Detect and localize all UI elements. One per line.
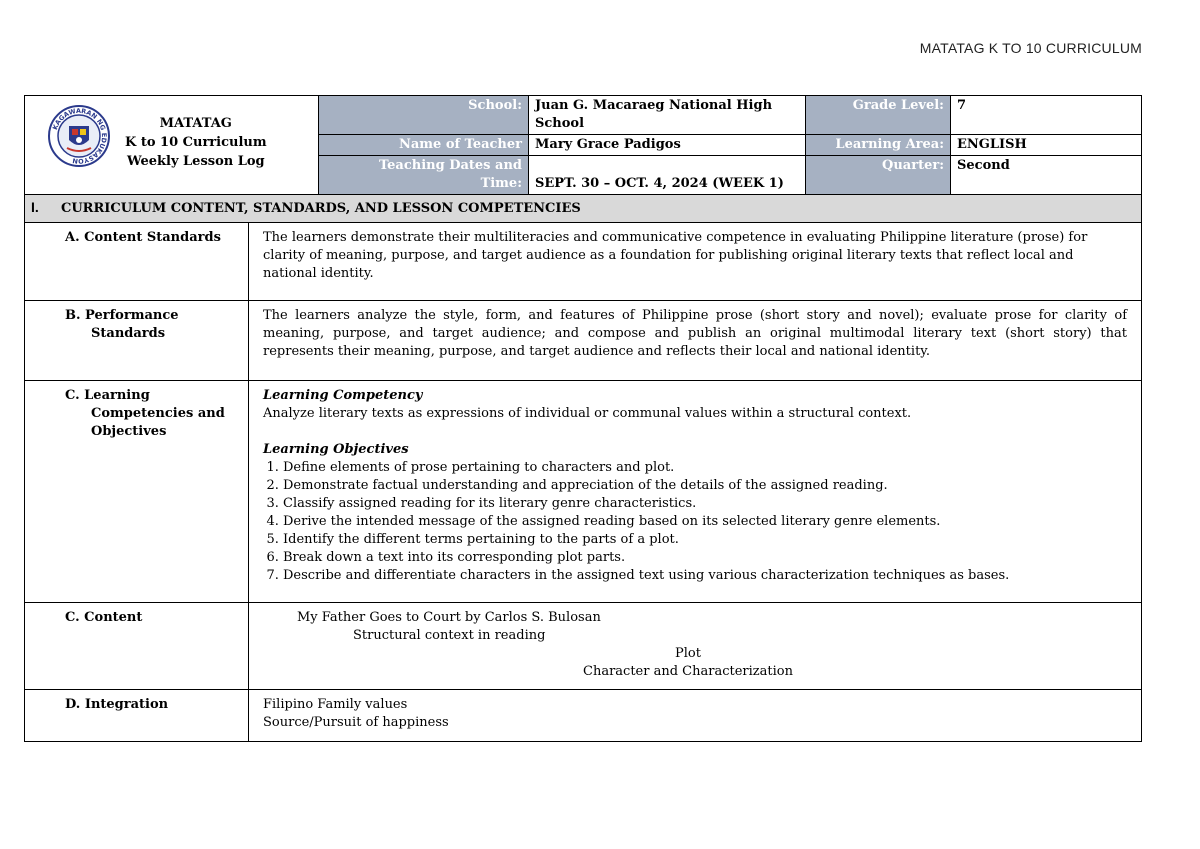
objective-item: 7. Describe and differentiate characters in the assigned text using various characterization techniques as bases. (283, 567, 1127, 585)
content-line-4: Character and Characterization (583, 664, 793, 679)
section-number: I. (31, 199, 39, 215)
objective-item: 5. Identify the different terms pertaining to the parts of a plot. (283, 531, 1127, 549)
integration-label: D. Integration (25, 690, 249, 742)
teaching-dates-label-line2: Time: (480, 176, 522, 191)
content-text (249, 603, 1142, 690)
performance-standards-label (25, 301, 249, 381)
grade-level-value: 7 (951, 96, 1142, 135)
logo-block (25, 96, 319, 195)
objective-item: 2. Demonstrate factual understanding and appreciation of the details of the assigned reading. (283, 477, 1127, 495)
deped-seal-icon (47, 104, 111, 168)
quarter-value: Second (951, 156, 1142, 195)
learning-competencies-content (249, 381, 1142, 603)
objective-item: 4. Derive the intended message of the assigned reading based on its selected literary genre elements. (283, 513, 1127, 531)
teaching-dates-label (319, 156, 529, 195)
objective-item: 6. Break down a text into its corresponding plot parts. (283, 549, 1127, 567)
section-heading (25, 195, 1142, 223)
school-label: School: (319, 96, 529, 135)
learning-competencies-label (25, 381, 249, 603)
logo-line-2: K to 10 Curriculum (125, 135, 267, 150)
logo-title (125, 114, 267, 171)
competencies-label-line1: C. Learning (65, 388, 150, 403)
teacher-value: Mary Grace Padigos (529, 135, 806, 156)
logo-line-3: Weekly Lesson Log (126, 154, 265, 169)
competencies-label-line3: Objectives (91, 424, 167, 439)
quarter-label: Quarter: (806, 156, 951, 195)
competency-text: Analyze literary texts as expressions of individual or communal values within a structural context. (263, 406, 912, 421)
learning-area-label: Learning Area: (806, 135, 951, 156)
content-standards-text: The learners demonstrate their multiliteracies and communicative competence in evaluating Philippine literature (prose) for clarity of meaning, purpose, and target audience as a foundation for publishing original literary texts that reflect local and national identity. (249, 223, 1142, 301)
seal-text: KAGAWARAN NG EDUKASYON (50, 106, 109, 166)
competencies-label-line2: Competencies and (91, 406, 225, 421)
performance-label-line2: Standards (91, 326, 166, 341)
content-standards-label: A. Content Standards (25, 223, 249, 301)
content-line-1: My Father Goes to Court by Carlos S. Bulosan (297, 610, 601, 625)
grade-level-label: Grade Level: (806, 96, 951, 135)
content-line-2: Structural context in reading (353, 628, 546, 643)
objectives-list (263, 459, 1127, 585)
content-line-3: Plot (675, 646, 701, 661)
page-header: MATATAG K TO 10 CURRICULUM (919, 40, 1142, 56)
lesson-log-table (24, 95, 1142, 742)
performance-standards-text: The learners analyze the style, form, and features of Philippine prose (short story and novel); evaluate prose for clarity of meaning, purpose, and target audience; and compose and publish an original multimodal literary text (short story) that represents their meaning, purpose, and target audience and reflects their local and national identity. (249, 301, 1142, 381)
school-value: Juan G. Macaraeg National High School (529, 96, 806, 135)
objective-item: 3. Classify assigned reading for its literary genre characteristics. (283, 495, 1127, 513)
integration-line-1: Filipino Family values (263, 697, 408, 712)
objective-item: 1. Define elements of prose pertaining to characters and plot. (283, 459, 1127, 477)
performance-label-line1: B. Performance (65, 308, 179, 323)
integration-line-2: Source/Pursuit of happiness (263, 715, 449, 730)
integration-text (249, 690, 1142, 742)
content-label: C. Content (25, 603, 249, 690)
logo-line-1: MATATAG (159, 116, 232, 131)
competency-title: Learning Competency (263, 388, 423, 403)
teaching-dates-value: SEPT. 30 – OCT. 4, 2024 (WEEK 1) (529, 156, 806, 195)
section-title: CURRICULUM CONTENT, STANDARDS, AND LESSON COMPETENCIES (61, 201, 581, 216)
teaching-dates-label-line1: Teaching Dates and (378, 158, 522, 173)
objectives-title: Learning Objectives (263, 442, 409, 457)
teacher-label: Name of Teacher (319, 135, 529, 156)
learning-area-value: ENGLISH (951, 135, 1142, 156)
